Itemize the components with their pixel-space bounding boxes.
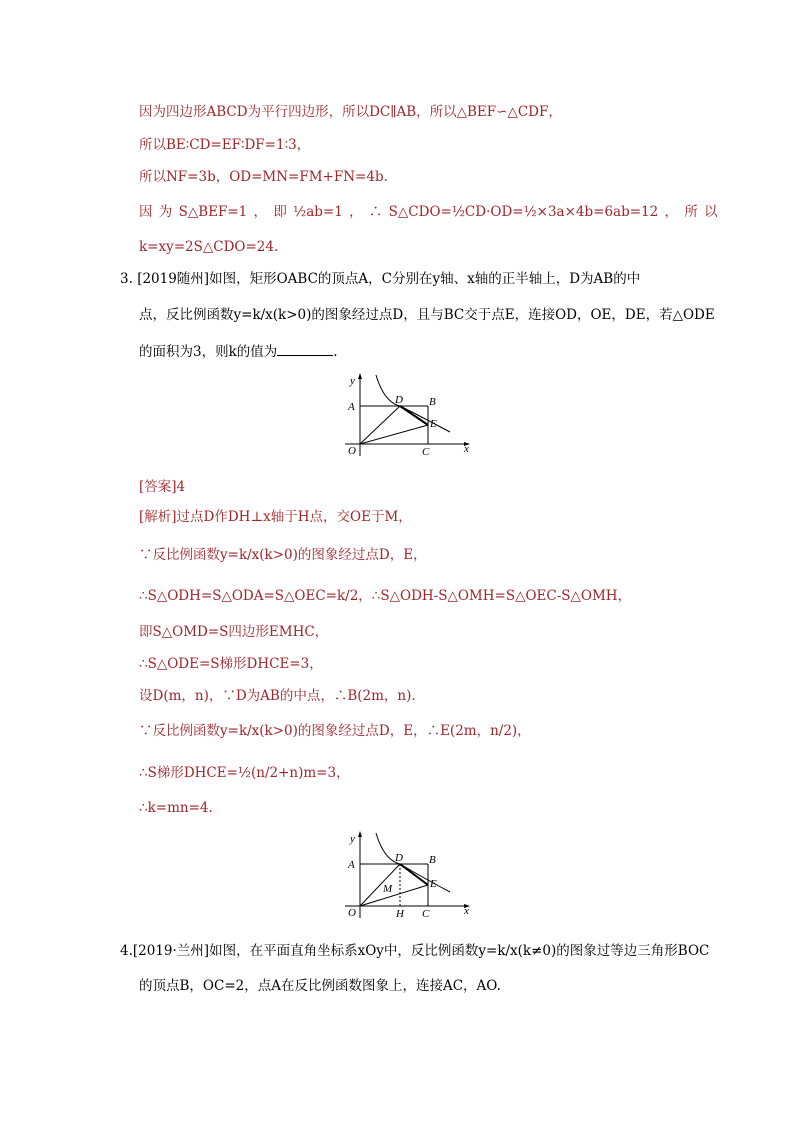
hyperbola [376, 375, 450, 432]
label-y: y [350, 375, 355, 387]
problem4-text-1: 如图，在平面直角坐标系xOy中，反比例函数y=k/x(k≠0)的图象过等边三角形BOC [209, 943, 710, 959]
solution-line-4: 因 为 S△BEF=1 ， 即 ½ab=1 ， ∴ S△CDO=½CD·OD=½×3a×4b=6ab=12 ， 所 以 [139, 204, 718, 220]
answer-line: [答案]4 [139, 479, 186, 495]
answer-blank [277, 341, 333, 356]
problem4-line-1 [120, 941, 709, 961]
analysis-line-8: ∴S梯形DHCE=½(n/2+n)m=3， [139, 765, 350, 781]
label-x: x [464, 443, 469, 455]
segment-de-2 [400, 864, 428, 885]
figure-2 [340, 828, 475, 920]
label-x-2: x [464, 905, 469, 917]
problem3-line-1 [120, 269, 640, 289]
label-b-2: B [429, 854, 436, 866]
label-a-2: A [348, 859, 355, 871]
label-c: C [422, 446, 430, 458]
label-h: H [396, 908, 404, 920]
label-m: M [383, 883, 393, 895]
problem3-text-1: 如图，矩形OABC的顶点A，C分别在y轴、x轴的正半轴上，D为AB的中 [209, 271, 641, 287]
label-e-2: E [430, 878, 437, 890]
solution-line-2: 所以BE∶CD=EF∶DF=1∶3， [139, 137, 311, 153]
label-d-2: D [395, 852, 403, 864]
analysis-line-1: [解析]过点D作DH⊥x轴于H点，交OE于M， [139, 509, 412, 525]
problem3-line-2: 点，反比例函数y=k/x(k>0)的图象经过点D，且与BC交于点E，连接OD，OE，DE，若△ODE [139, 307, 715, 323]
problem3-line-3 [139, 341, 338, 362]
label-a: A [348, 401, 355, 413]
label-o: O [348, 445, 356, 457]
analysis-line-3: ∴S△ODH=S△ODA=S△OEC=k/2，∴S△ODH-S△OMH=S△OEC-S△OMH， [139, 588, 632, 604]
analysis-line-4: 即S△OMD=S四边形EMHC， [139, 624, 329, 640]
figure-1 [340, 370, 475, 458]
y-arrow [358, 373, 362, 379]
label-e: E [430, 418, 437, 430]
solution-line-5: k=xy=2S△CDO=24. [139, 239, 279, 255]
analysis-line-2: ∵反比例函数y=k/x(k>0)的图象经过点D，E， [139, 547, 427, 563]
problem3-text-3: 的面积为3，则k的值为 [139, 344, 278, 360]
problem4-source: [2019·兰州] [132, 943, 210, 959]
analysis-line-7: ∵反比例函数y=k/x(k>0)的图象经过点D，E，∴E(2m，n/2)， [139, 723, 531, 739]
problem3-text-3-end: . [333, 344, 338, 360]
analysis-line-5: ∴S△ODE=S梯形DHCE=3， [139, 656, 323, 672]
problem4-line-2: 的顶点B，OC=2，点A在反比例函数图象上，连接AC，AO. [139, 978, 501, 994]
segment-de [400, 406, 428, 425]
analysis-line-9: ∴k=mn=4. [139, 800, 213, 816]
problem3-number: 3. [120, 271, 133, 287]
label-c-2: C [422, 908, 430, 920]
label-b: B [429, 396, 436, 408]
solution-line-3: 所以NF=3b，OD=MN=FM+FN=4b. [139, 169, 388, 185]
label-d: D [395, 394, 403, 406]
solution-line-1: 因为四边形ABCD为平行四边形，所以DC∥AB，所以△BEF∽△CDF， [139, 104, 562, 120]
problem4-number: 4. [120, 943, 133, 959]
label-y-2: y [350, 833, 355, 845]
y-arrow-2 [358, 831, 362, 837]
problem3-source: [2019随州] [137, 271, 210, 287]
label-o-2: O [348, 907, 356, 919]
analysis-line-6: 设D(m，n)，∵D为AB的中点，∴B(2m，n). [139, 688, 416, 704]
